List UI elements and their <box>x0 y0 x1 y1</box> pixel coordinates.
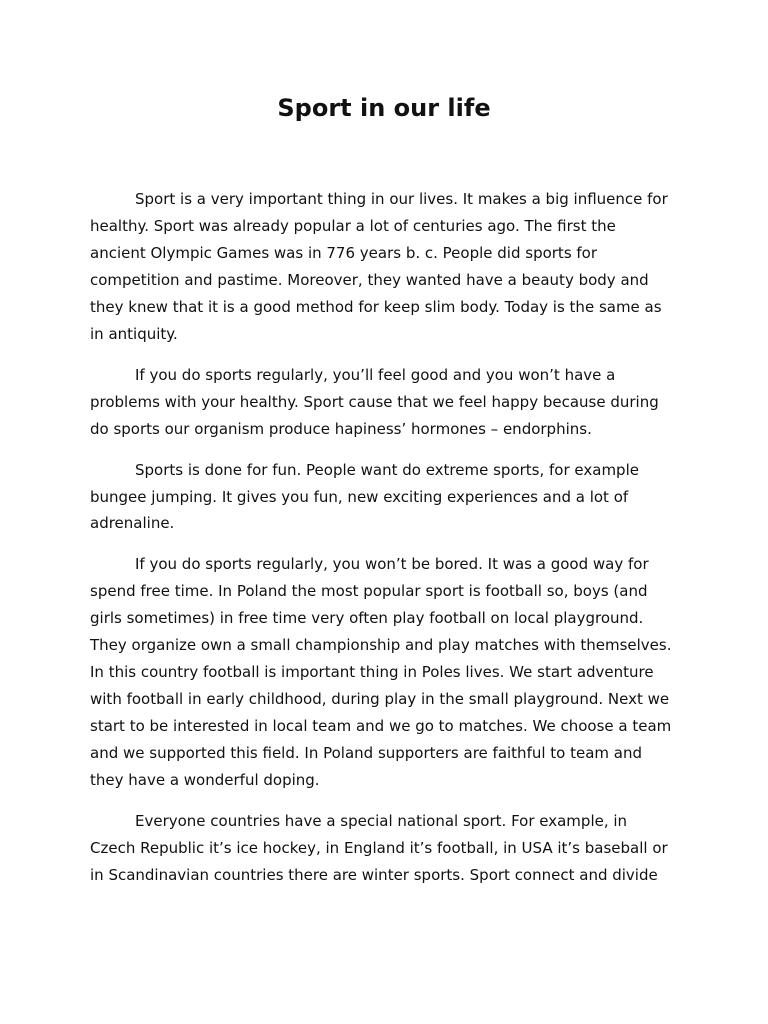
paragraph-1-line-6: in antiquity. <box>90 325 178 343</box>
paragraph-3-line-3: adrenaline. <box>90 514 175 532</box>
paragraph-5-line-2: Czech Republic it’s ice hockey, in England it’s football, in USA it’s baseball or <box>90 839 668 857</box>
paragraph-5-line-3: in Scandinavian countries there are winter sports. Sport connect and divide <box>90 866 658 884</box>
paragraph-3-line-2: bungee jumping. It gives you fun, new exciting experiences and a lot of <box>90 488 629 506</box>
page-title: Sport in our life <box>277 94 491 122</box>
paragraph-1-line-2: healthy. Sport was already popular a lot of centuries ago. The first the <box>90 217 616 235</box>
paragraph-4-line-3: girls sometimes) in free time very often play football on local playground. <box>90 609 644 627</box>
paragraph-4-line-5: In this country football is important thing in Poles lives. We start adventure <box>90 663 654 681</box>
paragraph-4-line-7: start to be interested in local team and we go to matches. We choose a team <box>90 717 672 735</box>
paragraph-1-line-3: ancient Olympic Games was in 776 years b. c. People did sports for <box>90 244 598 262</box>
paragraph-1-line-5: they knew that it is a good method for keep slim body. Today is the same as <box>90 298 662 316</box>
paragraph-1-line-1: Sport is a very important thing in our lives. It makes a big influence for <box>135 190 668 208</box>
paragraph-4-line-9: they have a wonderful doping. <box>90 771 320 789</box>
paragraph-2-line-2: problems with your healthy. Sport cause that we feel happy because during <box>90 393 659 411</box>
paragraph-4-line-8: and we supported this field. In Poland supporters are faithful to team and <box>90 744 643 762</box>
paragraph-4-line-1: If you do sports regularly, you won’t be bored. It was a good way for <box>135 555 649 573</box>
paragraph-2-line-1: If you do sports regularly, you’ll feel good and you won’t have a <box>135 366 616 384</box>
paragraph-3-line-1: Sports is done for fun. People want do extreme sports, for example <box>135 461 639 479</box>
paragraph-4-line-6: with football in early childhood, during play in the small playground. Next we <box>90 690 670 708</box>
paragraph-1-line-4: competition and pastime. Moreover, they wanted have a beauty body and <box>90 271 649 289</box>
paragraph-2-line-3: do sports our organism produce hapiness’ hormones – endorphins. <box>90 420 592 438</box>
paragraph-4-line-4: They organize own a small championship and play matches with themselves. <box>90 636 672 654</box>
paragraph-5-line-1: Everyone countries have a special national sport. For example, in <box>135 812 628 830</box>
paragraph-4-line-2: spend free time. In Poland the most popular sport is football so, boys (and <box>90 582 648 600</box>
